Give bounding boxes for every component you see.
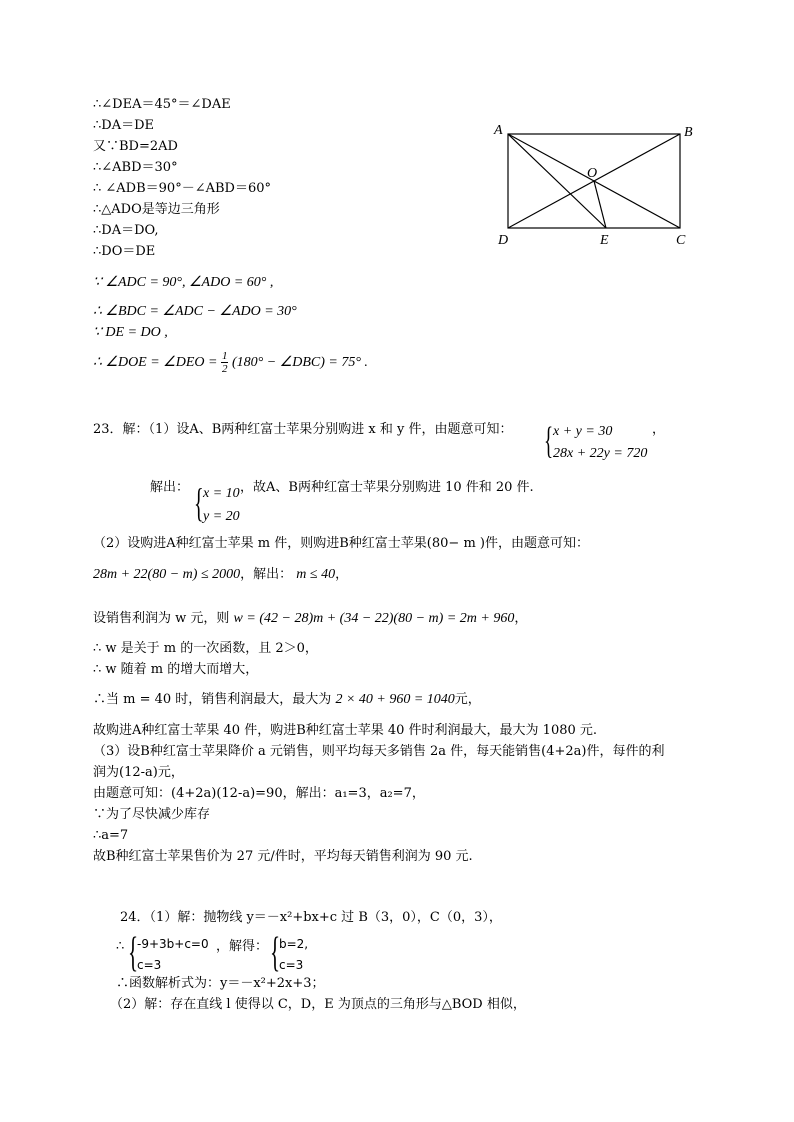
q23-profit-tail: ， <box>514 611 528 626</box>
proof-line-6: ∴△ADO是等边三角形 <box>93 202 220 217</box>
q23-system-1-eq1: x + y = 30 <box>553 424 613 439</box>
q23-max-line <box>93 691 481 709</box>
q23-part3-text-1: （3）设B种红富士苹果降价 a 元销售，则平均每天多销售 2a 件，每天能销售(4+2a)件，每件的利 <box>93 744 665 759</box>
q24-therefore: ∴ <box>116 939 125 954</box>
q24-function: ∴函数解析式为：y＝－x²+2x+3； <box>116 976 325 991</box>
q23-increasing: ∴ w 随着 m 的增大而增大， <box>93 662 259 677</box>
q23-max-label: ∴当 m = 40 时，销售利润最大，最大为 <box>93 692 332 707</box>
q23-part3-conclusion: 故B种红富士苹果售价为 27 元/件时，平均每天销售利润为 90 元. <box>93 849 473 864</box>
q23-system-1-tail: ， <box>652 422 666 437</box>
rectangle-figure <box>490 118 705 248</box>
q23-inequality: 28m + 22(80 − m) ≤ 2000 <box>93 567 241 582</box>
proof-line-1: ∴∠DEA＝45°＝∠DAE <box>93 97 231 112</box>
fraction-numerator: 1 <box>221 350 228 363</box>
q23-solve-conclusion: ，故A、B两种红富士苹果分别购进 10 件和 20 件. <box>240 480 534 495</box>
q23-part2-text: （2）设购进A种红富士苹果 m 件，则购进B种红富士苹果(80− m )件，由题意可知： <box>93 536 589 551</box>
q23-part1-text: 23．解：（1）设A、B两种红富士苹果分别购进 x 和 y 件，由题意可知： <box>93 422 513 437</box>
label-a: A <box>494 123 503 138</box>
q24-part2-text: （2）解：存在直线 l 使得以 C，D，E 为顶点的三角形与△BOD 相似， <box>110 997 526 1012</box>
q24-part1-text: 24．（1）解：抛物线 y＝－x²+bx+c 过 B（3，0），C（0，3）， <box>120 910 502 925</box>
q24-system-1-eq2: c=3 <box>137 958 162 972</box>
fraction-half <box>221 350 229 375</box>
q23-part3-text-2: 润为(12-a)元， <box>93 765 184 780</box>
proof-line-5: ∴ ∠ADB＝90°－∠ABD＝60° <box>93 181 272 196</box>
q23-part3-equation: 由题意可知：(4+2a)(12-a)=90，解出：a₁=3，a₂=7， <box>93 786 425 801</box>
proof-line-7: ∴DA＝DO, <box>93 223 159 238</box>
q24-system-1-eq1: -9+3b+c=0 <box>137 937 209 951</box>
q23-max-unit: 元， <box>454 692 481 707</box>
label-b: B <box>684 125 693 140</box>
q23-system-1-eq2: 28x + 22y = 720 <box>553 446 648 461</box>
q23-inequality-tail: ， <box>335 567 349 582</box>
q23-system-2-eq2: y = 20 <box>203 509 240 524</box>
q23-inequality-result: m ≤ 40 <box>296 567 336 582</box>
math-line-4-right: (180° − ∠DBC) = 75° . <box>231 355 368 370</box>
q23-system-2-eq1: x = 10 <box>203 486 240 501</box>
q24-system-2-eq1: b=2, <box>279 937 309 951</box>
label-o: O <box>587 166 598 181</box>
label-d: D <box>498 233 509 248</box>
q23-part3-result: ∴a=7 <box>93 828 129 843</box>
q24-system-2-eq2: c=3 <box>279 958 304 972</box>
brace-icon: { <box>544 420 554 462</box>
label-e: E <box>600 233 609 248</box>
proof-line-3: 又∵BD=2AD <box>93 139 178 154</box>
math-line-3: ∵ DE = DO , <box>93 325 168 340</box>
brace-icon: { <box>128 930 139 976</box>
proof-line-8: ∴DO＝DE <box>93 244 156 259</box>
proof-line-4: ∴∠ABD＝30° <box>93 160 178 175</box>
brace-icon: { <box>194 480 204 525</box>
q23-profit-formula: w = (42 − 28)m + (34 − 22)(80 − m) = 2m + 960 <box>233 611 515 626</box>
label-c: C <box>676 233 686 248</box>
q23-part2-conclusion: 故购进A种红富士苹果 40 件，购进B种红富士苹果 40 件时利润最大，最大为 1080 元. <box>93 723 598 738</box>
proof-line-2: ∴DA＝DE <box>93 118 154 133</box>
q24-solve-label: ，解得： <box>216 939 269 954</box>
fraction-denominator: 2 <box>221 363 228 376</box>
q23-profit-line <box>93 610 527 628</box>
q23-part3-reason: ∵为了尽快减少库存 <box>93 807 211 822</box>
math-line-4 <box>93 348 368 378</box>
math-line-4-left: ∴ ∠DOE = ∠DEO = <box>93 355 218 370</box>
brace-icon: { <box>270 930 281 976</box>
q23-profit-label: 设销售利润为 w 元，则 <box>93 611 230 626</box>
q23-linear-function: ∴ w 是关于 m 的一次函数，且 2＞0， <box>93 641 318 656</box>
q23-inequality-line <box>93 566 348 584</box>
math-line-2: ∴ ∠BDC = ∠ADC − ∠ADO = 30° <box>93 304 297 319</box>
q23-solve-label: 解出： <box>150 480 190 495</box>
math-line-1: ∵ ∠ADC = 90°, ∠ADO = 60° , <box>93 275 274 290</box>
q23-inequality-solve: ，解出： <box>240 567 293 582</box>
q23-max-formula: 2 × 40 + 960 = 1040 <box>335 692 455 707</box>
